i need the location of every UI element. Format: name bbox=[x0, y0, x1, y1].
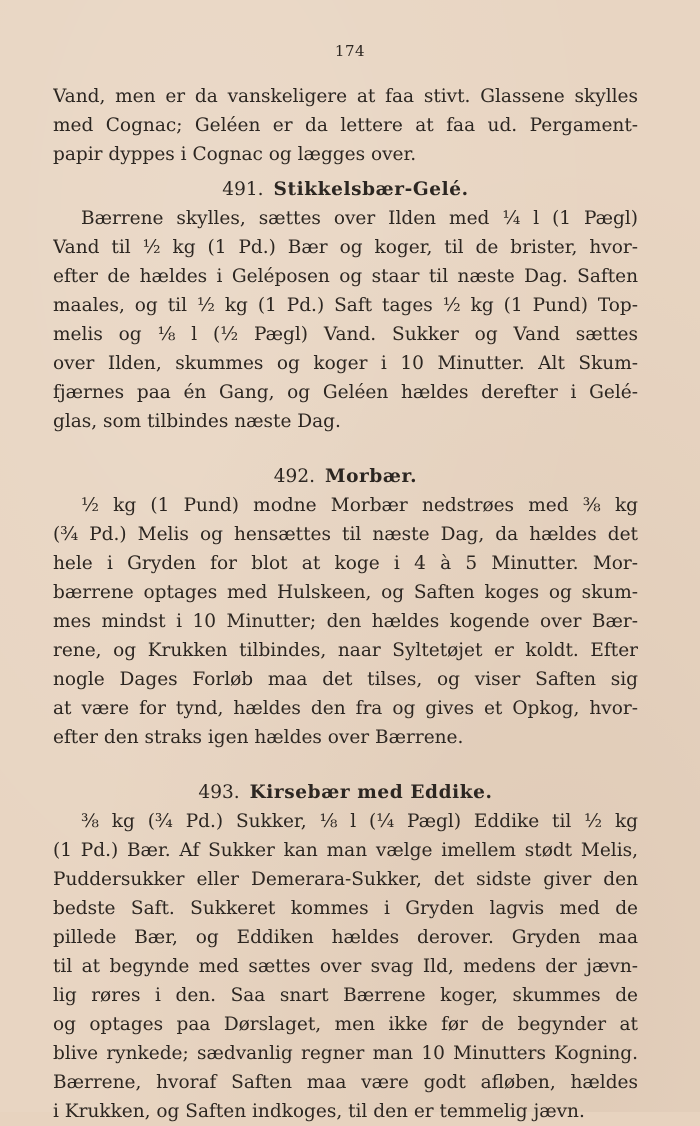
text-line: bærrene optages med Hulskeen, og Saften koges og skum- bbox=[53, 582, 638, 603]
text-line: lig røres i den. Saa snart Bærrene koger, skummes de bbox=[53, 985, 638, 1006]
text-line: og optages paa Dørslaget, men ikke før de begynder at bbox=[53, 1014, 638, 1035]
page-content bbox=[53, 82, 638, 1126]
text-line: blive rynkede; sædvanlig regner man 10 Minutters Kogning. bbox=[53, 1043, 638, 1064]
text-line: fjærnes paa én Gang, og Geléen hældes derefter i Gelé- bbox=[53, 382, 638, 403]
text-line: Bærrene, hvoraf Saften maa være godt afløben, hældes bbox=[53, 1072, 638, 1093]
recipe-492 bbox=[53, 462, 638, 752]
recipe-title: Morbær. bbox=[324, 466, 418, 487]
text-line: efter den straks igen hældes over Bærrene. bbox=[53, 727, 464, 748]
text-line: ⅜ kg (¾ Pd.) Sukker, ⅛ l (¼ Pægl) Eddike til ½ kg bbox=[81, 811, 638, 832]
recipe-493 bbox=[53, 778, 638, 1126]
text-line: efter de hældes i Geléposen og staar til næste Dag. Saften bbox=[53, 266, 638, 287]
text-line: Puddersukker eller Demerara-Sukker, det sidste giver den bbox=[53, 869, 638, 890]
text-line: Vand, men er da vanskeligere at faa stivt. Glassene skylles bbox=[53, 86, 638, 107]
text-line: til at begynde med sættes over svag Ild, medens der jævn- bbox=[53, 956, 638, 977]
section-gap bbox=[53, 436, 638, 456]
text-line: maales, og til ½ kg (1 Pd.) Saft tages ½ kg (1 Pund) Top- bbox=[53, 295, 638, 316]
recipe-number: 493. bbox=[198, 782, 240, 803]
text-line: at være for tynd, hældes den fra og gives et Opkog, hvor- bbox=[53, 698, 638, 719]
text-line: bedste Saft. Sukkeret kommes i Gryden lagvis med de bbox=[53, 898, 638, 919]
text-line: med Cognac; Geléen er da lettere at faa ud. Pergament- bbox=[53, 115, 638, 136]
text-line: hele i Gryden for blot at koge i 4 à 5 Minutter. Mor- bbox=[53, 553, 638, 574]
page-number: 174 bbox=[334, 42, 366, 60]
recipe-heading bbox=[53, 778, 638, 807]
text-line: Vand til ½ kg (1 Pd.) Bær og koger, til de brister, hvor- bbox=[53, 237, 638, 258]
text-line: mes mindst i 10 Minutter; den hældes kogende over Bær- bbox=[53, 611, 638, 632]
text-line: melis og ⅛ l (½ Pægl) Vand. Sukker og Vand sættes bbox=[53, 324, 638, 345]
text-line: i Krukken, og Saften indkoges, til den er temmelig jævn. bbox=[53, 1101, 585, 1122]
text-line: (¾ Pd.) Melis og hensættes til næste Dag, da hældes det bbox=[53, 524, 638, 545]
recipe-title: Kirsebær med Eddike. bbox=[249, 782, 493, 803]
recipe-title: Stikkelsbær-Gelé. bbox=[273, 179, 469, 200]
recipe-number: 492. bbox=[273, 466, 315, 487]
recipe-heading bbox=[53, 462, 638, 491]
text-line: nogle Dages Forløb maa det tilses, og viser Saften sig bbox=[53, 669, 638, 690]
recipe-number: 491. bbox=[222, 179, 264, 200]
intro-paragraph bbox=[53, 82, 638, 169]
recipe-491 bbox=[53, 175, 638, 436]
text-line: pillede Bær, og Eddiken hældes derover. Gryden maa bbox=[53, 927, 638, 948]
text-line: papir dyppes i Cognac og lægges over. bbox=[53, 144, 417, 165]
text-line: (1 Pd.) Bær. Af Sukker kan man vælge imellem stødt Melis, bbox=[53, 840, 638, 861]
recipe-heading bbox=[53, 175, 638, 204]
text-line: rene, og Krukken tilbindes, naar Syltetøjet er koldt. Efter bbox=[53, 640, 638, 661]
text-line: over Ilden, skummes og koger i 10 Minutter. Alt Skum- bbox=[53, 353, 638, 374]
text-line: Bærrene skylles, sættes over Ilden med ¼ l (1 Pægl) bbox=[81, 208, 638, 229]
text-line: ½ kg (1 Pund) modne Morbær nedstrøes med ⅜ kg bbox=[81, 495, 638, 516]
section-gap bbox=[53, 752, 638, 772]
text-line: glas, som tilbindes næste Dag. bbox=[53, 411, 341, 432]
